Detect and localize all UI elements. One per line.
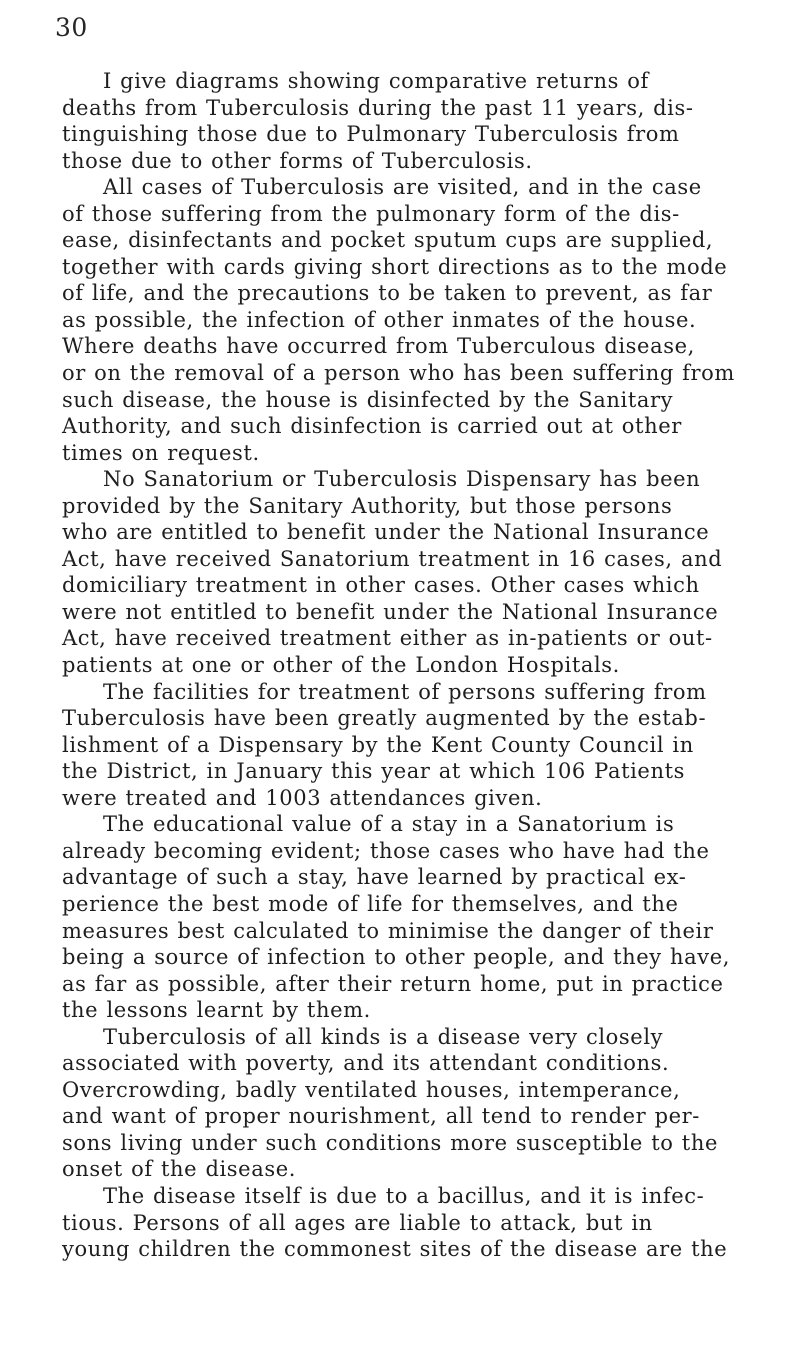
text-line: All cases of Tuberculosis are visited, and in the case — [103, 175, 702, 200]
text-line: perience the best mode of life for themselves, and the — [62, 891, 679, 916]
text-line: The educational value of a stay in a Sanatorium is — [103, 812, 675, 837]
text-line: who are entitled to benefit under the National Insurance — [62, 520, 710, 545]
text-line: ease, disinfectants and pocket sputum cups are supplied, — [62, 228, 714, 253]
text-line: sons living under such conditions more susceptible to the — [62, 1130, 718, 1155]
text-line: I give diagrams showing comparative returns of — [103, 69, 649, 93]
text-line: young children the commonest sites of the disease are the — [62, 1237, 728, 1262]
text-line: tinguishing those due to Pulmonary Tuberculosis from — [62, 122, 680, 147]
text-line: Authority, and such disinfection is carried out at other — [62, 414, 682, 439]
body-text — [62, 68, 762, 1263]
text-line: Overcrowding, badly ventilated houses, intemperance, — [62, 1077, 681, 1102]
text-line: provided by the Sanitary Authority, but those persons — [62, 493, 673, 518]
text-line: together with cards giving short directions as to the mode — [62, 254, 728, 279]
text-line: such disease, the house is disinfected by the Sanitary — [62, 387, 674, 412]
text-line: No Sanatorium or Tuberculosis Dispensary has been — [103, 467, 701, 492]
text-line: the District, in January this year at which 106 Patients — [62, 759, 686, 784]
text-line: Where deaths have occurred from Tuberculous disease, — [62, 334, 695, 359]
text-line: onset of the disease. — [62, 1157, 297, 1182]
page-number: 30 — [55, 13, 88, 42]
text-line: measures best calculated to minimise the danger of their — [62, 918, 714, 943]
text-line: Act, have received treatment either as in-patients or out- — [62, 626, 713, 651]
text-line: patients at one or other of the London Hospitals. — [62, 653, 620, 678]
text-line: of life, and the precautions to be taken to prevent, as far — [62, 281, 713, 306]
text-line: Tuberculosis of all kinds is a disease very closely — [103, 1024, 664, 1049]
text-line: Tuberculosis have been greatly augmented by the estab- — [62, 706, 707, 731]
text-line: being a source of infection to other people, and they have, — [62, 945, 731, 970]
text-line: The facilities for treatment of persons suffering from — [103, 679, 707, 704]
text-line: were treated and 1003 attendances given. — [62, 785, 543, 810]
text-line: The disease itself is due to a bacillus, and it is infec- — [103, 1183, 705, 1208]
text-line: advantage of such a stay, have learned by practical ex- — [62, 865, 687, 890]
text-line: as far as possible, after their return home, put in practice — [62, 971, 724, 996]
text-line: lishment of a Dispensary by the Kent County Council in — [62, 732, 694, 757]
text-line: associated with poverty, and its attendant conditions. — [62, 1051, 670, 1076]
text-line: already becoming evident; those cases who have had the — [62, 838, 710, 863]
text-line: or on the removal of a person who has been suffering from — [62, 361, 735, 386]
text-line: deaths from Tuberculosis during the past 11 years, dis- — [62, 95, 694, 120]
text-line: the lessons learnt by them. — [62, 998, 371, 1023]
text-line: were not entitled to benefit under the National Insurance — [62, 599, 719, 624]
text-line: domiciliary treatment in other cases. Other cases which — [62, 573, 700, 598]
text-line: of those suffering from the pulmonary form of the dis- — [62, 201, 680, 226]
text-line: as possible, the infection of other inmates of the house. — [62, 307, 697, 332]
text-line: tious. Persons of all ages are liable to attack, but in — [62, 1210, 653, 1235]
text-line: times on request. — [62, 440, 260, 465]
text-line: those due to other forms of Tuberculosis. — [62, 148, 533, 173]
text-line: and want of proper nourishment, all tend to render per- — [62, 1104, 700, 1129]
text-line: Act, have received Sanatorium treatment in 16 cases, and — [62, 546, 723, 571]
